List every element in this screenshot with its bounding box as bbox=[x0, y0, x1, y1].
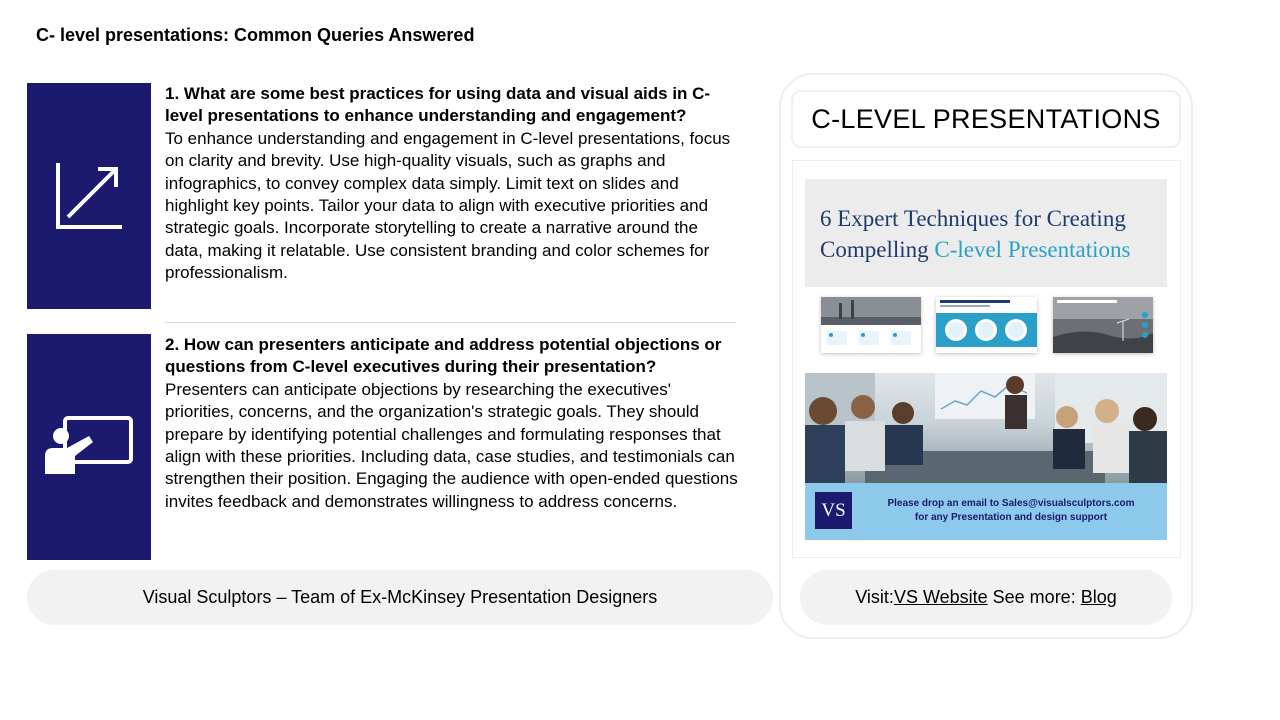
qa-item-2 bbox=[165, 334, 740, 513]
question-1: 1. What are some best practices for using data and visual aids in C-level presentations to enhance understanding and engagement? bbox=[165, 84, 711, 126]
company-tagline: Visual Sculptors – Team of Ex-McKinsey Presentation Designers bbox=[27, 570, 773, 625]
answer-2: Presenters can anticipate objections by researching the executives' priorities, concerns, and the organization's strategic goals. They should prepare by identifying potential challenges and formulating responses that align with these priorities. Including data, case studies, and testimonials can strengthen their position. Engaging the audience with open-ended questions invites feedback and demonstrates willingness to address concerns. bbox=[165, 379, 738, 511]
mini-slide-landscape bbox=[1053, 297, 1153, 353]
chart-icon-panel bbox=[27, 83, 151, 309]
see-more-label: See more: bbox=[987, 587, 1081, 607]
chart-growth-icon bbox=[54, 161, 124, 231]
presenter-icon-panel bbox=[27, 334, 151, 560]
qa-item-1 bbox=[165, 83, 740, 285]
contact-text: Please drop an email to Sales@visualsculptors.com for any Presentation and design support bbox=[887, 498, 1135, 523]
vs-logo: VS bbox=[815, 492, 852, 529]
links-bar bbox=[800, 570, 1172, 625]
mini-slide-previews bbox=[805, 297, 1167, 359]
question-2: 2. How can presenters anticipate and address potential objections or questions from C-level executives during their presentation? bbox=[165, 335, 722, 377]
card-heading: C-LEVEL PRESENTATIONS bbox=[791, 90, 1181, 148]
thumbnail-footer bbox=[805, 483, 1167, 540]
presentation-thumbnail[interactable] bbox=[805, 179, 1167, 540]
meeting-photo bbox=[805, 373, 1167, 483]
answer-1: To enhance understanding and engagement in C-level presentations, focus on clarity and brevity. Use high-quality visuals, such as graphs and infographics, to convey complex data simply. Limit text on slides and highlight key points. Tailor your data to align with executive priorities and strategic goals. Incorporate storytelling to create a narrative around the data, making it relatable. Use consistent branding and color schemes for professionalism. bbox=[165, 128, 731, 283]
blog-link[interactable]: Blog bbox=[1080, 587, 1117, 607]
divider bbox=[165, 322, 736, 323]
vs-website-link[interactable]: VS Website bbox=[893, 587, 988, 607]
visit-label: Visit: bbox=[855, 587, 894, 607]
thumbnail-title: 6 Expert Techniques for Creating Compelling C-level Presentations bbox=[805, 179, 1167, 287]
page-title: C- level presentations: Common Queries Answered bbox=[36, 25, 475, 45]
mini-slide-factory bbox=[821, 297, 921, 353]
mini-slide-circles bbox=[936, 297, 1037, 353]
presenter-board-icon bbox=[43, 416, 135, 478]
